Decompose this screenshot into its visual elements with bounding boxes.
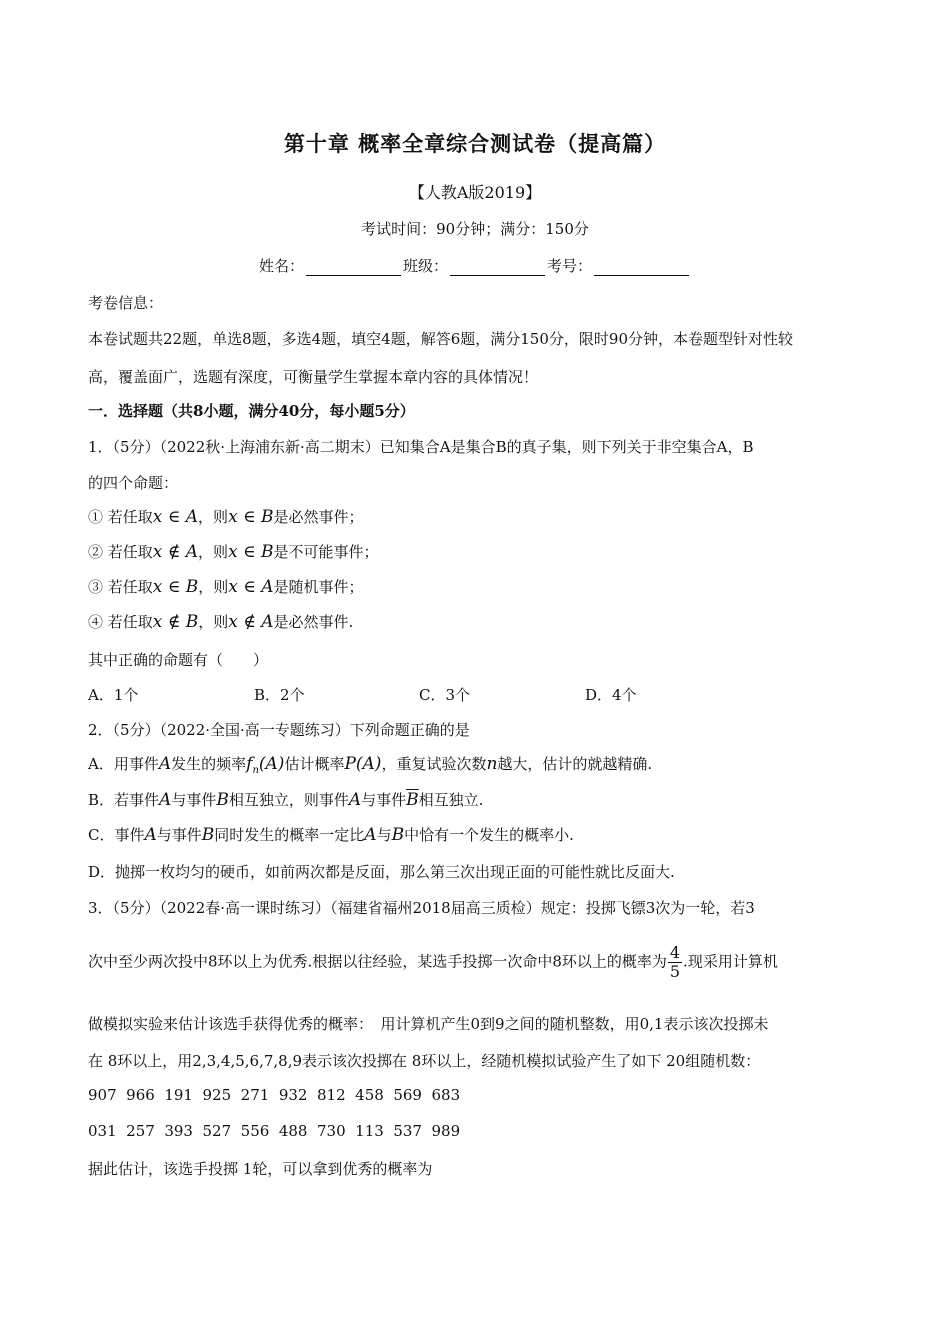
q1-statement-3: ③ 若任取x ∈ B，则x ∈ A是随机事件；: [88, 577, 364, 597]
q1-option-c[interactable]: C．3个: [419, 686, 471, 704]
q2-option-b[interactable]: B．若事件A与事件B相互独立，则事件A与事件$\overline{B}$相互独立.: [88, 790, 484, 810]
q2-option-c[interactable]: C．事件A与事件B同时发生的概率一定比A与B中恰有一个发生的概率小.: [88, 825, 574, 845]
q1-statement-1: ① 若任取x ∈ A，则x ∈ B是必然事件；: [88, 507, 364, 527]
q3-stem-line-5: 据此估计，该选手投掷 1轮，可以拿到优秀的概率为: [88, 1160, 433, 1178]
q2-option-d[interactable]: D．抛掷一枚均匀的硬币，如前两次都是反面，那么第三次出现正面的可能性就比反面大.: [88, 863, 675, 881]
q3-stem-line-4: 在 8环以上，用2,3,4,5,6,7,8,9表示该次投掷在 8环以上，经随机模拟试验产生了如下 20组随机数：: [88, 1052, 761, 1070]
q1-option-a[interactable]: A．1个: [88, 686, 139, 704]
q1-stem-line-2: 的四个命题：: [88, 474, 179, 492]
q2-stem: 2．（5分）（2022·全国·高一专题练习）下列命题正确的是: [88, 721, 470, 739]
q3-stem-line-2: 次中至少两次投中8环以上为优秀.根据以往经验，某选手投掷一次命中8环以上的概率为 $\frac{4}{5}$ .现采用计算机: [88, 943, 778, 981]
name-blank[interactable]: [306, 259, 401, 276]
q3-stem-line-1: 3．（5分）（2022春·高一课时练习）（福建省福州2018届高三质检）规定：投掷飞镖3次为一轮，若3: [88, 899, 755, 917]
q1-option-b[interactable]: B．2个: [254, 686, 305, 704]
q2-option-a[interactable]: A．用事件A发生的频率$f_n(A)$估计概率P(A)，重复试验次数n越大，估计的就越精确.: [88, 754, 653, 776]
name-label: 姓名：: [258, 257, 304, 275]
info-heading: 考卷信息：: [88, 294, 164, 312]
random-numbers-row-2: 031 257 393 527 556 488 730 113 537 989: [88, 1122, 461, 1140]
page-title: 第十章 概率全章综合测试卷（提高篇）: [283, 131, 667, 156]
random-numbers-row-1: 907 966 191 925 271 932 812 458 569 683: [88, 1086, 461, 1104]
class-label: 班级：: [402, 257, 448, 275]
q1-stem-line-1: 1．（5分）（2022秋·上海浦东新·高二期末）已知集合A是集合B的真子集，则下列关于非空集合A，B: [88, 438, 754, 456]
info-line-2: 高，覆盖面广，选题有深度，可衡量学生掌握本章内容的具体情况！: [88, 368, 539, 386]
edition-label: 【人教A版2019】: [408, 183, 542, 202]
q1-statement-2: ② 若任取x ∉ A，则x ∈ B是不可能事件；: [88, 542, 379, 562]
id-label: 考号：: [547, 257, 593, 275]
q1-ask: 其中正确的命题有（ ）: [88, 651, 269, 669]
q3-stem-line-3: 做模拟实验来估计该选手获得优秀的概率： 用计算机产生0到9之间的随机整数，用0,1表示该次投掷未: [88, 1015, 769, 1033]
section-heading: 一．选择题（共8小题，满分40分，每小题5分）: [88, 402, 415, 420]
probability-fraction: $\frac{4}{5}$: [669, 943, 681, 981]
student-info-row: [0, 255, 950, 276]
class-blank[interactable]: [450, 259, 545, 276]
exam-time-info: 考试时间：90分钟；满分：150分: [361, 220, 589, 238]
q1-statement-4: ④ 若任取x ∉ B，则x ∉ A是必然事件.: [88, 612, 354, 632]
q1-option-d[interactable]: D．4个: [585, 686, 637, 704]
id-blank[interactable]: [594, 259, 689, 276]
info-line-1: 本卷试题共22题，单选8题，多选4题，填空4题，解答6题，满分150分，限时90分钟，本卷题型针对性较: [88, 330, 793, 348]
